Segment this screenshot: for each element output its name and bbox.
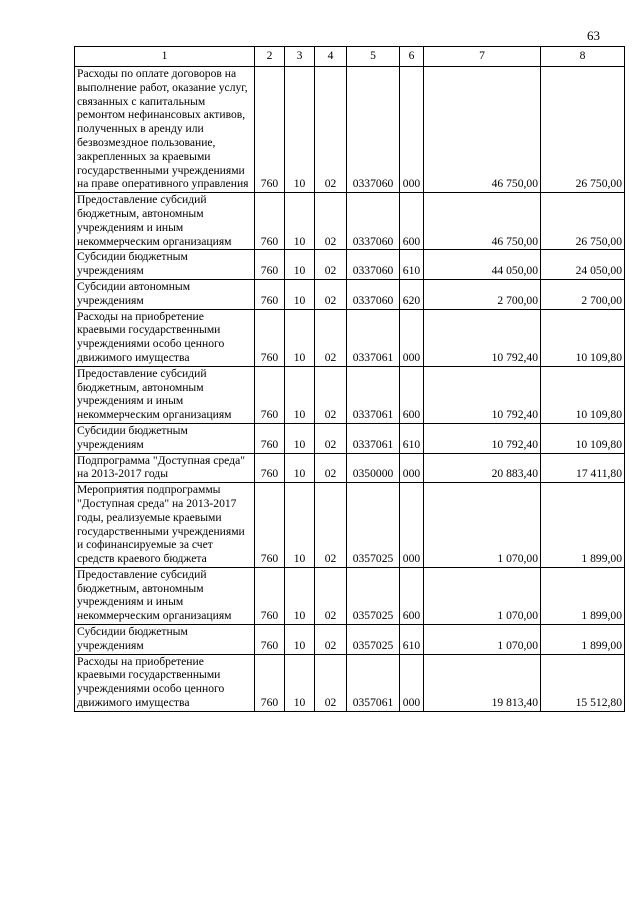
cell-expense-type: 600 bbox=[400, 193, 424, 250]
header-row bbox=[75, 47, 625, 67]
cell-amount-year2: 10 109,80 bbox=[541, 366, 625, 423]
cell-section: 10 bbox=[285, 423, 315, 453]
row-name: Предоставление субсидий бюджетным, автономным учреждениям и иным некоммерческим организациям bbox=[75, 366, 255, 423]
row-name: Мероприятия подпрограммы "Доступная среда" на 2013-2017 годы, реализуемые краевыми государственными учреждениями и софинансируемые за счет средств краевого бюджета bbox=[75, 483, 255, 568]
cell-target-article: 0350000 bbox=[347, 453, 400, 483]
table-row bbox=[75, 483, 625, 568]
header-col-5: 5 bbox=[347, 47, 400, 67]
row-name: Субсидии бюджетным учреждениям bbox=[75, 625, 255, 655]
cell-expense-type: 000 bbox=[400, 67, 424, 193]
cell-expense-type: 000 bbox=[400, 309, 424, 366]
row-name: Подпрограмма "Доступная среда" на 2013-2017 годы bbox=[75, 453, 255, 483]
cell-target-article: 0337060 bbox=[347, 279, 400, 309]
cell-ministry: 760 bbox=[255, 366, 285, 423]
cell-amount-year1: 46 750,00 bbox=[424, 193, 541, 250]
row-name: Расходы на приобретение краевыми государственными учреждениями особо ценного движимого имущества bbox=[75, 654, 255, 711]
cell-amount-year2: 15 512,80 bbox=[541, 654, 625, 711]
header-col-7: 7 bbox=[424, 47, 541, 67]
table-row bbox=[75, 193, 625, 250]
cell-amount-year1: 19 813,40 bbox=[424, 654, 541, 711]
table-row bbox=[75, 625, 625, 655]
cell-subsection: 02 bbox=[315, 279, 347, 309]
cell-ministry: 760 bbox=[255, 654, 285, 711]
cell-amount-year2: 17 411,80 bbox=[541, 453, 625, 483]
cell-ministry: 760 bbox=[255, 423, 285, 453]
cell-target-article: 0357025 bbox=[347, 625, 400, 655]
cell-section: 10 bbox=[285, 654, 315, 711]
row-name: Субсидии бюджетным учреждениям bbox=[75, 423, 255, 453]
cell-target-article: 0337061 bbox=[347, 309, 400, 366]
header-col-6: 6 bbox=[400, 47, 424, 67]
cell-section: 10 bbox=[285, 279, 315, 309]
cell-expense-type: 000 bbox=[400, 654, 424, 711]
cell-ministry: 760 bbox=[255, 567, 285, 624]
header-col-2: 2 bbox=[255, 47, 285, 67]
cell-section: 10 bbox=[285, 567, 315, 624]
cell-target-article: 0337060 bbox=[347, 250, 400, 280]
cell-amount-year2: 26 750,00 bbox=[541, 193, 625, 250]
cell-ministry: 760 bbox=[255, 309, 285, 366]
cell-amount-year2: 1 899,00 bbox=[541, 567, 625, 624]
cell-target-article: 0357025 bbox=[347, 483, 400, 568]
row-name: Предоставление субсидий бюджетным, автономным учреждениям и иным некоммерческим организациям bbox=[75, 193, 255, 250]
table-row bbox=[75, 453, 625, 483]
cell-amount-year2: 1 899,00 bbox=[541, 625, 625, 655]
cell-ministry: 760 bbox=[255, 625, 285, 655]
cell-section: 10 bbox=[285, 193, 315, 250]
header-col-8: 8 bbox=[541, 47, 625, 67]
cell-subsection: 02 bbox=[315, 193, 347, 250]
table-row bbox=[75, 567, 625, 624]
cell-expense-type: 610 bbox=[400, 250, 424, 280]
cell-amount-year2: 10 109,80 bbox=[541, 423, 625, 453]
cell-subsection: 02 bbox=[315, 366, 347, 423]
cell-expense-type: 600 bbox=[400, 567, 424, 624]
cell-expense-type: 000 bbox=[400, 453, 424, 483]
cell-subsection: 02 bbox=[315, 453, 347, 483]
cell-amount-year1: 44 050,00 bbox=[424, 250, 541, 280]
cell-target-article: 0337061 bbox=[347, 366, 400, 423]
cell-ministry: 760 bbox=[255, 279, 285, 309]
cell-amount-year2: 24 050,00 bbox=[541, 250, 625, 280]
cell-target-article: 0337060 bbox=[347, 193, 400, 250]
cell-target-article: 0337061 bbox=[347, 423, 400, 453]
cell-section: 10 bbox=[285, 250, 315, 280]
cell-amount-year1: 2 700,00 bbox=[424, 279, 541, 309]
row-name: Субсидии автономным учреждениям bbox=[75, 279, 255, 309]
table-row bbox=[75, 366, 625, 423]
cell-amount-year1: 20 883,40 bbox=[424, 453, 541, 483]
table-row bbox=[75, 654, 625, 711]
cell-expense-type: 000 bbox=[400, 483, 424, 568]
cell-subsection: 02 bbox=[315, 67, 347, 193]
row-name: Расходы по оплате договоров на выполнение работ, оказание услуг, связанных с капитальным ремонтом нефинансовых активов, полученных в аренду или безвозмездное пользование, закрепленных за краевыми государственными учреждениями на праве оперативного управления bbox=[75, 67, 255, 193]
header-col-4: 4 bbox=[315, 47, 347, 67]
cell-amount-year1: 1 070,00 bbox=[424, 625, 541, 655]
cell-section: 10 bbox=[285, 453, 315, 483]
cell-subsection: 02 bbox=[315, 567, 347, 624]
table-row bbox=[75, 250, 625, 280]
cell-amount-year2: 10 109,80 bbox=[541, 309, 625, 366]
cell-amount-year1: 46 750,00 bbox=[424, 67, 541, 193]
row-name: Субсидии бюджетным учреждениям bbox=[75, 250, 255, 280]
page-number: 63 bbox=[587, 28, 600, 43]
cell-expense-type: 600 bbox=[400, 366, 424, 423]
cell-target-article: 0337060 bbox=[347, 67, 400, 193]
cell-expense-type: 610 bbox=[400, 423, 424, 453]
cell-section: 10 bbox=[285, 483, 315, 568]
cell-amount-year1: 10 792,40 bbox=[424, 309, 541, 366]
cell-section: 10 bbox=[285, 309, 315, 366]
cell-ministry: 760 bbox=[255, 453, 285, 483]
cell-expense-type: 610 bbox=[400, 625, 424, 655]
cell-section: 10 bbox=[285, 67, 315, 193]
cell-section: 10 bbox=[285, 366, 315, 423]
header-col-1: 1 bbox=[75, 47, 255, 67]
table-row bbox=[75, 423, 625, 453]
cell-amount-year1: 10 792,40 bbox=[424, 423, 541, 453]
header-col-3: 3 bbox=[285, 47, 315, 67]
row-name: Расходы на приобретение краевыми государственными учреждениями особо ценного движимого имущества bbox=[75, 309, 255, 366]
cell-subsection: 02 bbox=[315, 423, 347, 453]
table-row bbox=[75, 279, 625, 309]
cell-amount-year2: 1 899,00 bbox=[541, 483, 625, 568]
cell-amount-year2: 26 750,00 bbox=[541, 67, 625, 193]
cell-section: 10 bbox=[285, 625, 315, 655]
cell-amount-year1: 1 070,00 bbox=[424, 483, 541, 568]
table-row bbox=[75, 67, 625, 193]
table-row bbox=[75, 309, 625, 366]
cell-subsection: 02 bbox=[315, 483, 347, 568]
budget-table bbox=[74, 46, 625, 712]
cell-amount-year1: 10 792,40 bbox=[424, 366, 541, 423]
row-name: Предоставление субсидий бюджетным, автономным учреждениям и иным некоммерческим организациям bbox=[75, 567, 255, 624]
cell-target-article: 0357025 bbox=[347, 567, 400, 624]
cell-subsection: 02 bbox=[315, 250, 347, 280]
cell-expense-type: 620 bbox=[400, 279, 424, 309]
cell-subsection: 02 bbox=[315, 625, 347, 655]
cell-subsection: 02 bbox=[315, 309, 347, 366]
cell-ministry: 760 bbox=[255, 67, 285, 193]
cell-ministry: 760 bbox=[255, 250, 285, 280]
cell-ministry: 760 bbox=[255, 193, 285, 250]
cell-amount-year1: 1 070,00 bbox=[424, 567, 541, 624]
cell-target-article: 0357061 bbox=[347, 654, 400, 711]
cell-ministry: 760 bbox=[255, 483, 285, 568]
cell-subsection: 02 bbox=[315, 654, 347, 711]
cell-amount-year2: 2 700,00 bbox=[541, 279, 625, 309]
